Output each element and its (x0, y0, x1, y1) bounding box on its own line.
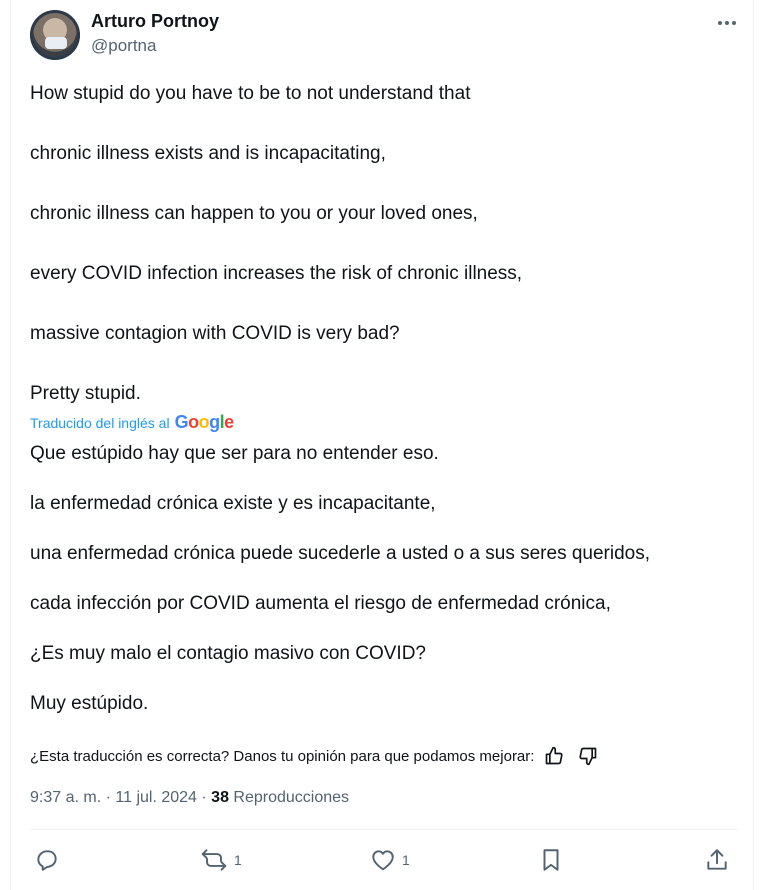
more-icon[interactable] (712, 8, 742, 38)
translation-line-3: una enfermedad crónica puede sucederle a usted o a sus seres queridos, (30, 543, 651, 564)
translation-feedback (30, 744, 602, 768)
thumbs-up-icon[interactable] (540, 744, 568, 768)
repost-button[interactable] (200, 842, 242, 878)
translation-line-6: Muy estúpido. (30, 693, 149, 714)
repost-icon (200, 847, 228, 873)
original-line-2: chronic illness exists and is incapacitating, (30, 143, 386, 164)
original-line-3: chronic illness can happen to you or your loved ones, (30, 203, 478, 224)
original-line-4: every COVID infection increases the risk of chronic illness, (30, 263, 523, 284)
tweet-date[interactable]: 11 jul. 2024 (115, 789, 197, 806)
repost-count: 1 (234, 852, 242, 868)
author-name[interactable]: Arturo Portnoy (91, 11, 219, 31)
feedback-prompt: ¿Esta traducción es correcta? Danos tu opinión para que podamos mejorar: (30, 747, 535, 765)
reply-icon (34, 847, 60, 873)
actions-divider (30, 829, 738, 830)
views-count: 38 (211, 789, 229, 806)
reply-button[interactable] (34, 842, 66, 878)
meta-separator: · (105, 789, 111, 806)
tweet-meta (30, 789, 349, 807)
bookmark-icon (538, 847, 564, 873)
views-label: Reproducciones (233, 789, 350, 806)
action-bar (30, 842, 738, 878)
like-button[interactable] (370, 842, 410, 878)
meta-separator-2: · (201, 789, 207, 806)
translation-source[interactable] (30, 412, 234, 433)
translation-line-5: ¿Es muy malo el contagio masivo con COVID? (30, 643, 426, 664)
share-button[interactable] (704, 842, 730, 878)
translated-label: Traducido del inglés al (30, 414, 170, 431)
tweet-time[interactable]: 9:37 a. m. (30, 789, 102, 806)
author-handle[interactable]: @portna (91, 36, 157, 55)
translation-line-2: la enfermedad crónica existe y es incapacitante, (30, 493, 436, 514)
share-icon (704, 847, 730, 873)
translation-line-1: Que estúpido hay que ser para no entender eso. (30, 443, 439, 464)
avatar[interactable] (30, 10, 80, 60)
translation-line-4: cada infección por COVID aumenta el riesgo de enfermedad crónica, (30, 593, 611, 614)
thumbs-down-icon[interactable] (574, 744, 602, 768)
like-icon (370, 847, 396, 873)
original-line-1: How stupid do you have to be to not understand that (30, 83, 471, 104)
like-count: 1 (402, 852, 410, 868)
original-line-5: massive contagion with COVID is very bad? (30, 323, 400, 344)
original-line-6: Pretty stupid. (30, 383, 141, 404)
bookmark-button[interactable] (538, 842, 564, 878)
google-logo: Google (174, 412, 234, 432)
